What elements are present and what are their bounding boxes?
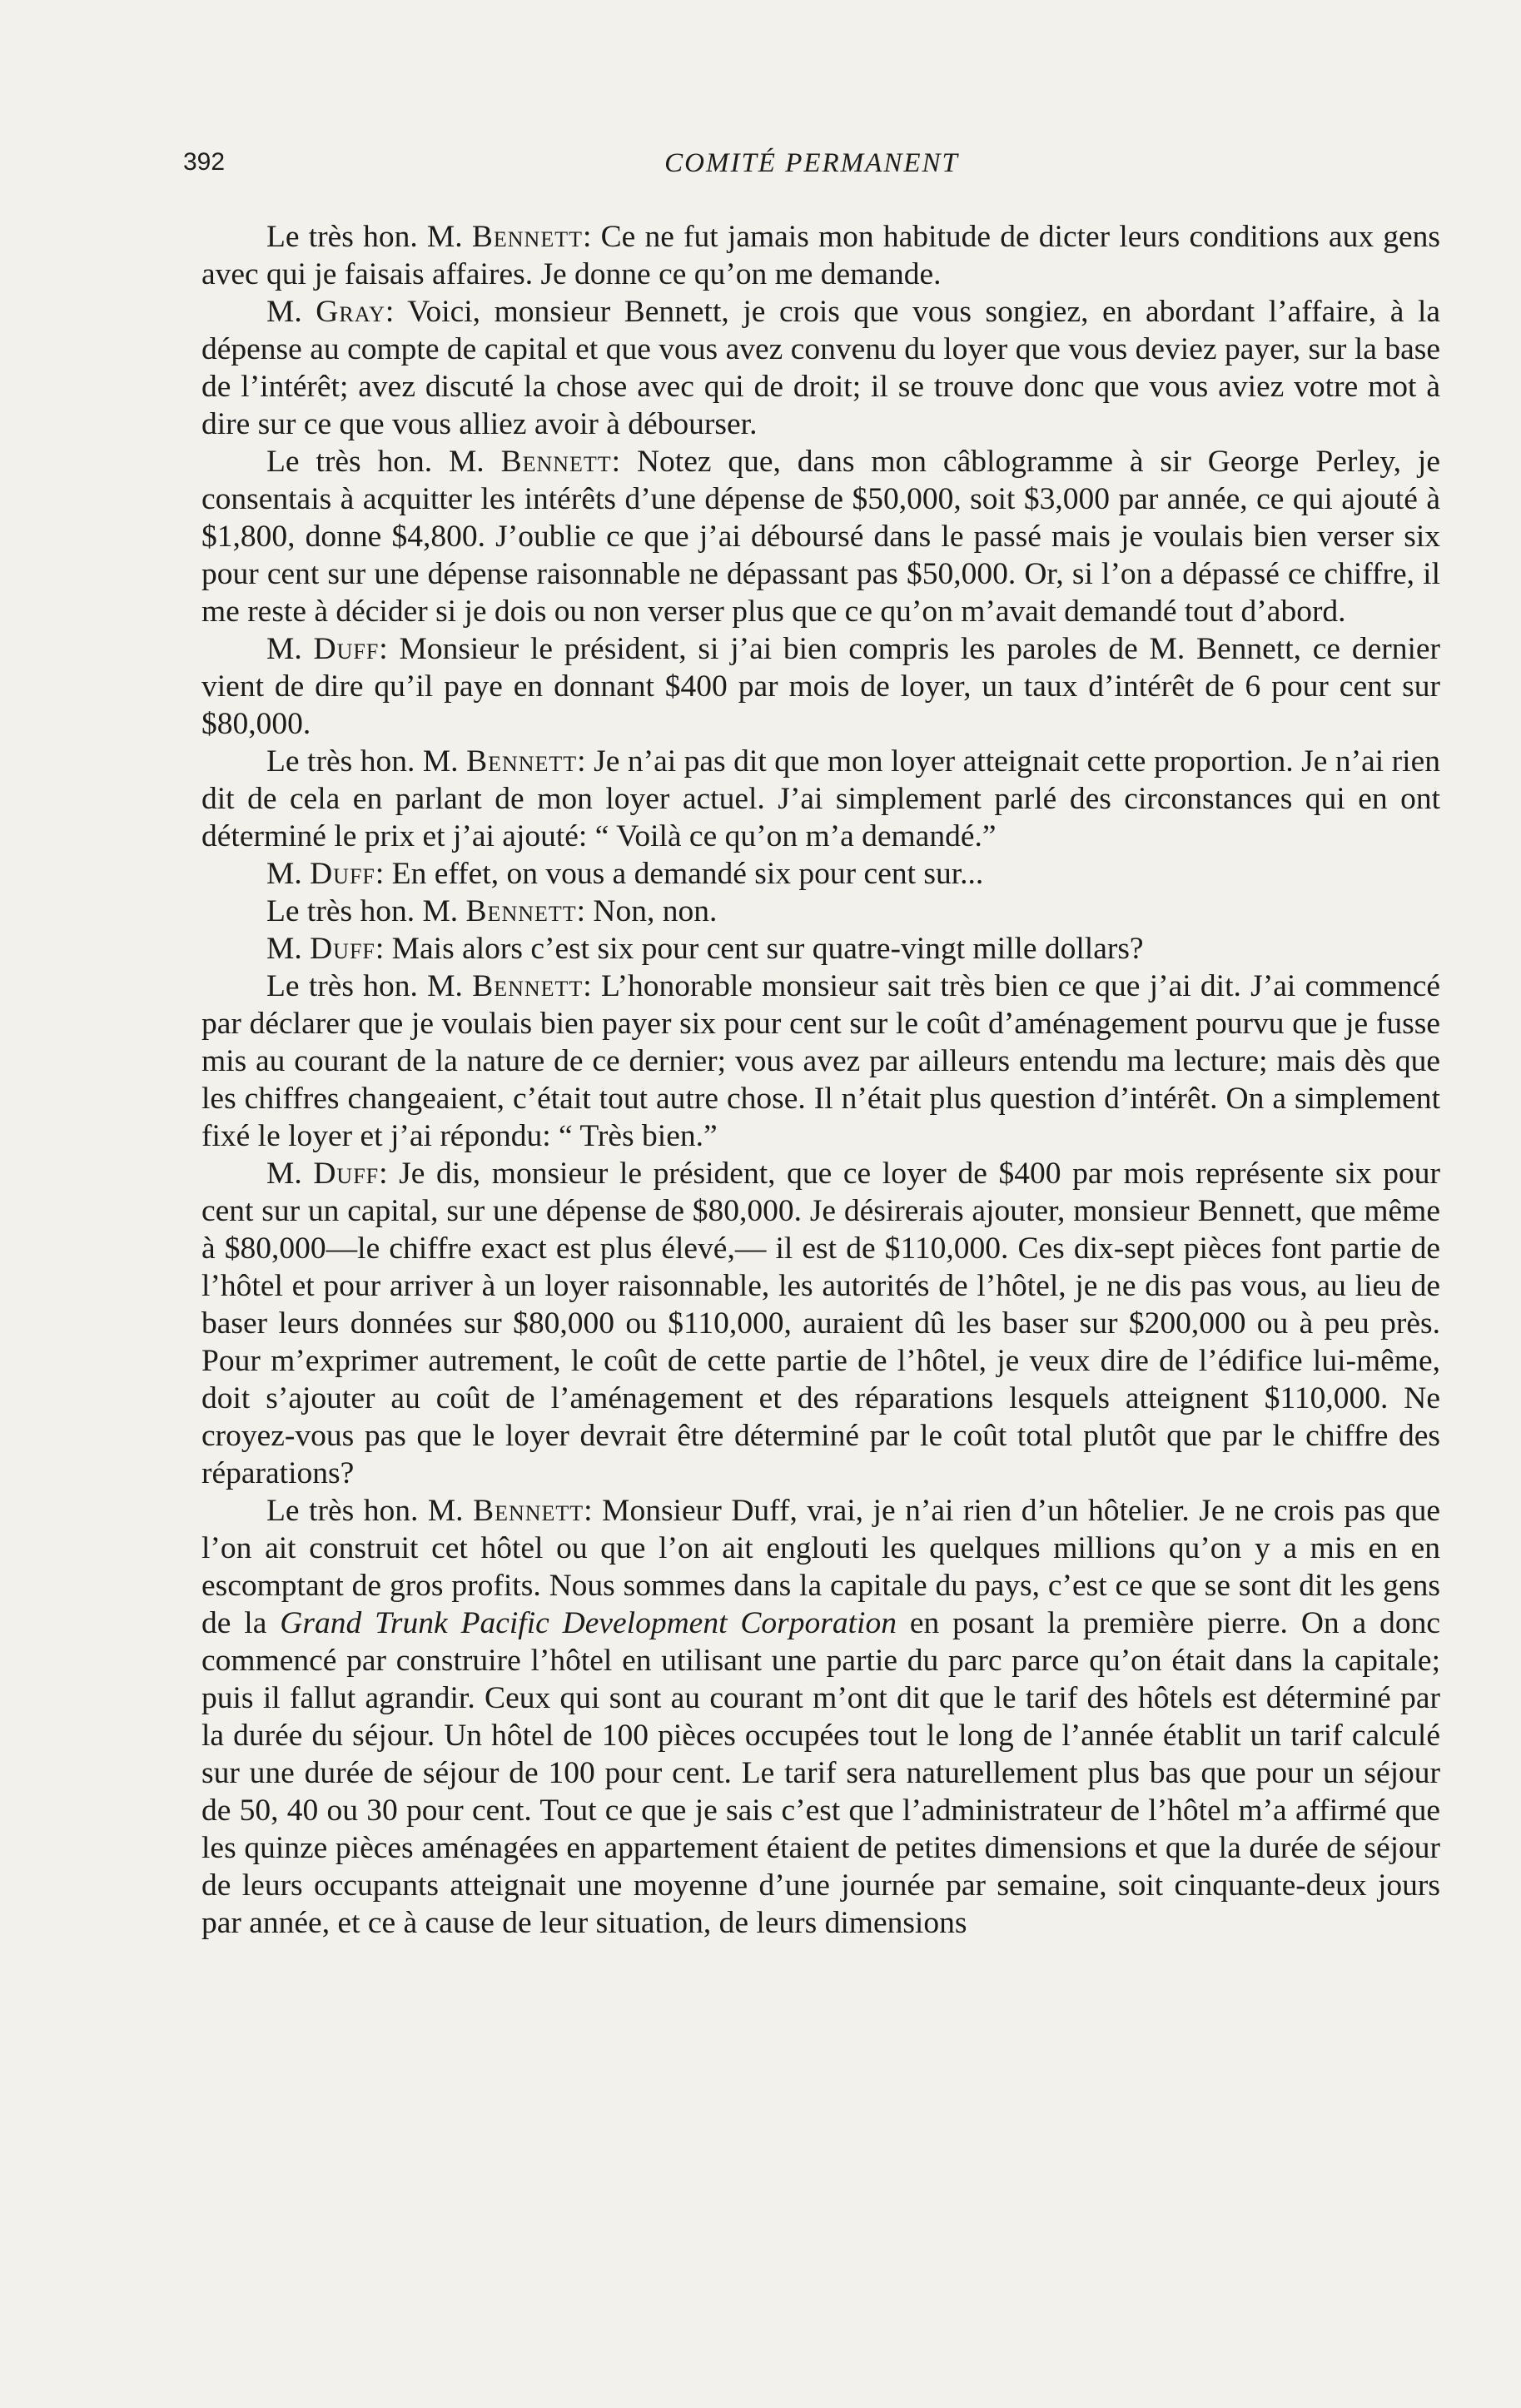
speech-text: : Ce ne fut jamais mon habitude de dicter leurs conditions aux gens avec qui je faisais affaires. Je donne ce qu’on me demande. bbox=[201, 220, 1441, 291]
speaker-title: Le très hon. M. bbox=[266, 744, 459, 779]
paragraph bbox=[201, 893, 1440, 930]
speech-text: : Voici, monsieur Bennett, je crois que vous songiez, en abordant l’affaire, à la dépense au compte de capital et que vous avez convenu du loyer que vous deviez payer, sur la base de l’intérêt; avez discuté la chose avec qui de droit; il se trouve donc que vous aviez votre mot à dire sur ce que vous alliez avoir à débourser. bbox=[201, 295, 1441, 441]
paragraph bbox=[201, 1155, 1440, 1492]
italic-company-name: Grand Trunk Pacific Development Corporation bbox=[280, 1606, 897, 1640]
speech-text: : L’honorable monsieur sait très bien ce que j’ai dit. J’ai commencé par déclarer que je voulais bien payer six pour cent sur le coût d’aménagement pourvu que je fusse mis au courant de la nature de ce dernier; vous avez par ailleurs entendu ma lecture; mais dès que les chiffres changeaient, c’était tout autre chose. Il n’était plus question d’intérêt. On a simplement fixé le loyer et j’ai répondu: “ Très bien.” bbox=[201, 969, 1441, 1153]
speech-text: : Je dis, monsieur le président, que ce loyer de $400 par mois représente six pour cent sur un capital, sur une dépense de $80,000. Je désirerais ajouter, monsieur Bennett, que même à $80,000—le chiffre exact est plus élevé,— il est de $110,000. Ces dix-sept pièces font partie de l’hôtel et pour arriver à un loyer raisonnable, les autorités de l’hôtel, je ne dis pas vous, au lieu de baser leurs données sur $80,000 ou $110,000, auraient dû les baser sur $200,000 ou à peu près. Pour m’exprimer autrement, le coût de cette partie de l’hôtel, je veux dire de l’édifice lui-même, doit s’ajouter au coût de l’aménagement et des réparations lesquels atteignent $110,000. Ne croyez-vous pas que le loyer devrait être déterminé par le coût total plutôt que par le chiffre des réparations? bbox=[201, 1157, 1440, 1490]
speaker-title: Le très hon. M. bbox=[266, 445, 485, 479]
paragraph bbox=[201, 630, 1440, 743]
speaker-name: Gray bbox=[316, 295, 385, 329]
paragraph bbox=[201, 218, 1440, 293]
speech-text: : Je n’ai pas dit que mon loyer atteignait cette proportion. Je n’ai rien dit de cela en parlant de mon loyer actuel. J’ai simplement parlé des circonstances qui en ont déterminé le prix et j’ai ajouté: “ Voilà ce qu’on m’a demandé.” bbox=[201, 744, 1440, 853]
speaker-title: Le très hon. M. bbox=[266, 1494, 464, 1528]
speaker-title: Le très hon. M. bbox=[266, 894, 459, 928]
speaker-title: M. bbox=[266, 857, 302, 891]
speaker-title: Le très hon. M. bbox=[266, 220, 463, 254]
paragraph bbox=[201, 443, 1440, 630]
body-text bbox=[201, 218, 1440, 1942]
speaker-name: Duff bbox=[313, 1157, 380, 1191]
paragraph bbox=[201, 1492, 1440, 1942]
speaker-title: M. bbox=[266, 1157, 302, 1191]
speech-text: : Mais alors c’est six pour cent sur quatre-vingt mille dollars? bbox=[375, 932, 1144, 966]
running-head: COMITÉ PERMANENT bbox=[664, 148, 959, 178]
paragraph bbox=[201, 930, 1440, 968]
speaker-name: Bennett bbox=[465, 894, 577, 928]
paragraph bbox=[201, 743, 1440, 855]
paragraph bbox=[201, 968, 1440, 1155]
speaker-name: Bennett bbox=[472, 969, 584, 1003]
speech-text: : Non, non. bbox=[576, 894, 718, 928]
speaker-title: Le très hon. M. bbox=[266, 969, 463, 1003]
speech-text: : Monsieur le président, si j’ai bien compris les paroles de M. Bennett, ce dernier vient de dire qu’il paye en donnant $400 par mois de loyer, un taux d’intérêt de 6 pour cent sur $80,000. bbox=[201, 632, 1441, 741]
speaker-title: M. bbox=[266, 632, 302, 666]
paragraph bbox=[201, 293, 1440, 443]
speaker-name: Bennett bbox=[500, 445, 612, 479]
speaker-name: Duff bbox=[310, 932, 375, 966]
speech-text: en posant la première pierre. On a donc commencé par construire l’hôtel en utilisant une partie du parc parce qu’on était dans la capitale; puis il fallut agrandir. Ceux qui sont au courant m’ont dit que le tarif des hôtels est déterminé par la durée du séjour. Un hôtel de 100 pièces occupées tout le long de l’année établit un tarif calculé sur une durée de séjour de 100 pour cent. Le tarif sera naturellement plus bas que pour un séjour de 50, 40 ou 30 pour cent. Tout ce que je sais c’est que l’administrateur de l’hôtel m’a affirmé que les quinze pièces aménagées en appartement étaient de petites dimensions et que la durée de séjour de leurs occupants atteignait une moyenne d’une journée par semaine, soit cinquante-deux jours par année, et ce à cause de leur situation, de leurs dimensions bbox=[201, 1606, 1441, 1940]
speaker-name: Duff bbox=[310, 857, 375, 891]
speech-text: : En effet, on vous a demandé six pour cent sur... bbox=[375, 857, 984, 891]
speaker-title: M. bbox=[266, 932, 302, 966]
page-header bbox=[183, 148, 1440, 192]
speaker-name: Bennett bbox=[471, 220, 583, 254]
speaker-name: Duff bbox=[313, 632, 380, 666]
speech-text: : Notez que, dans mon câblogramme à sir George Perley, je consentais à acquitter les intérêts d’une dépense de $50,000, soit $3,000 par année, ce qui ajouté à $1,800, donne $4,800. J’oublie ce que j’ai déboursé dans le passé mais je voulais bien verser six pour cent sur une dépense raisonnable ne dépassant pas $50,000. Or, si l’on a dépassé ce chiffre, il me reste à décider si je dois ou non verser plus que ce qu’on m’avait demandé tout d’abord. bbox=[201, 445, 1440, 629]
paragraph bbox=[201, 855, 1440, 893]
speaker-title: M. bbox=[266, 295, 302, 329]
page-number: 392 bbox=[183, 148, 226, 176]
speech-text: : Monsieur Duff, vrai, je n’ai rien d’un hôtelier. Je ne crois pas que l’on ait construit cet hôtel ou que l’on ait englouti les quelques millions qu’on y a mis en en escomptant de gros profits. Nous sommes dans la capitale du pays, c’est ce que se sont dit les gens de la bbox=[201, 1494, 1440, 1640]
speaker-name: Bennett bbox=[466, 744, 578, 779]
speaker-name: Bennett bbox=[473, 1494, 584, 1528]
